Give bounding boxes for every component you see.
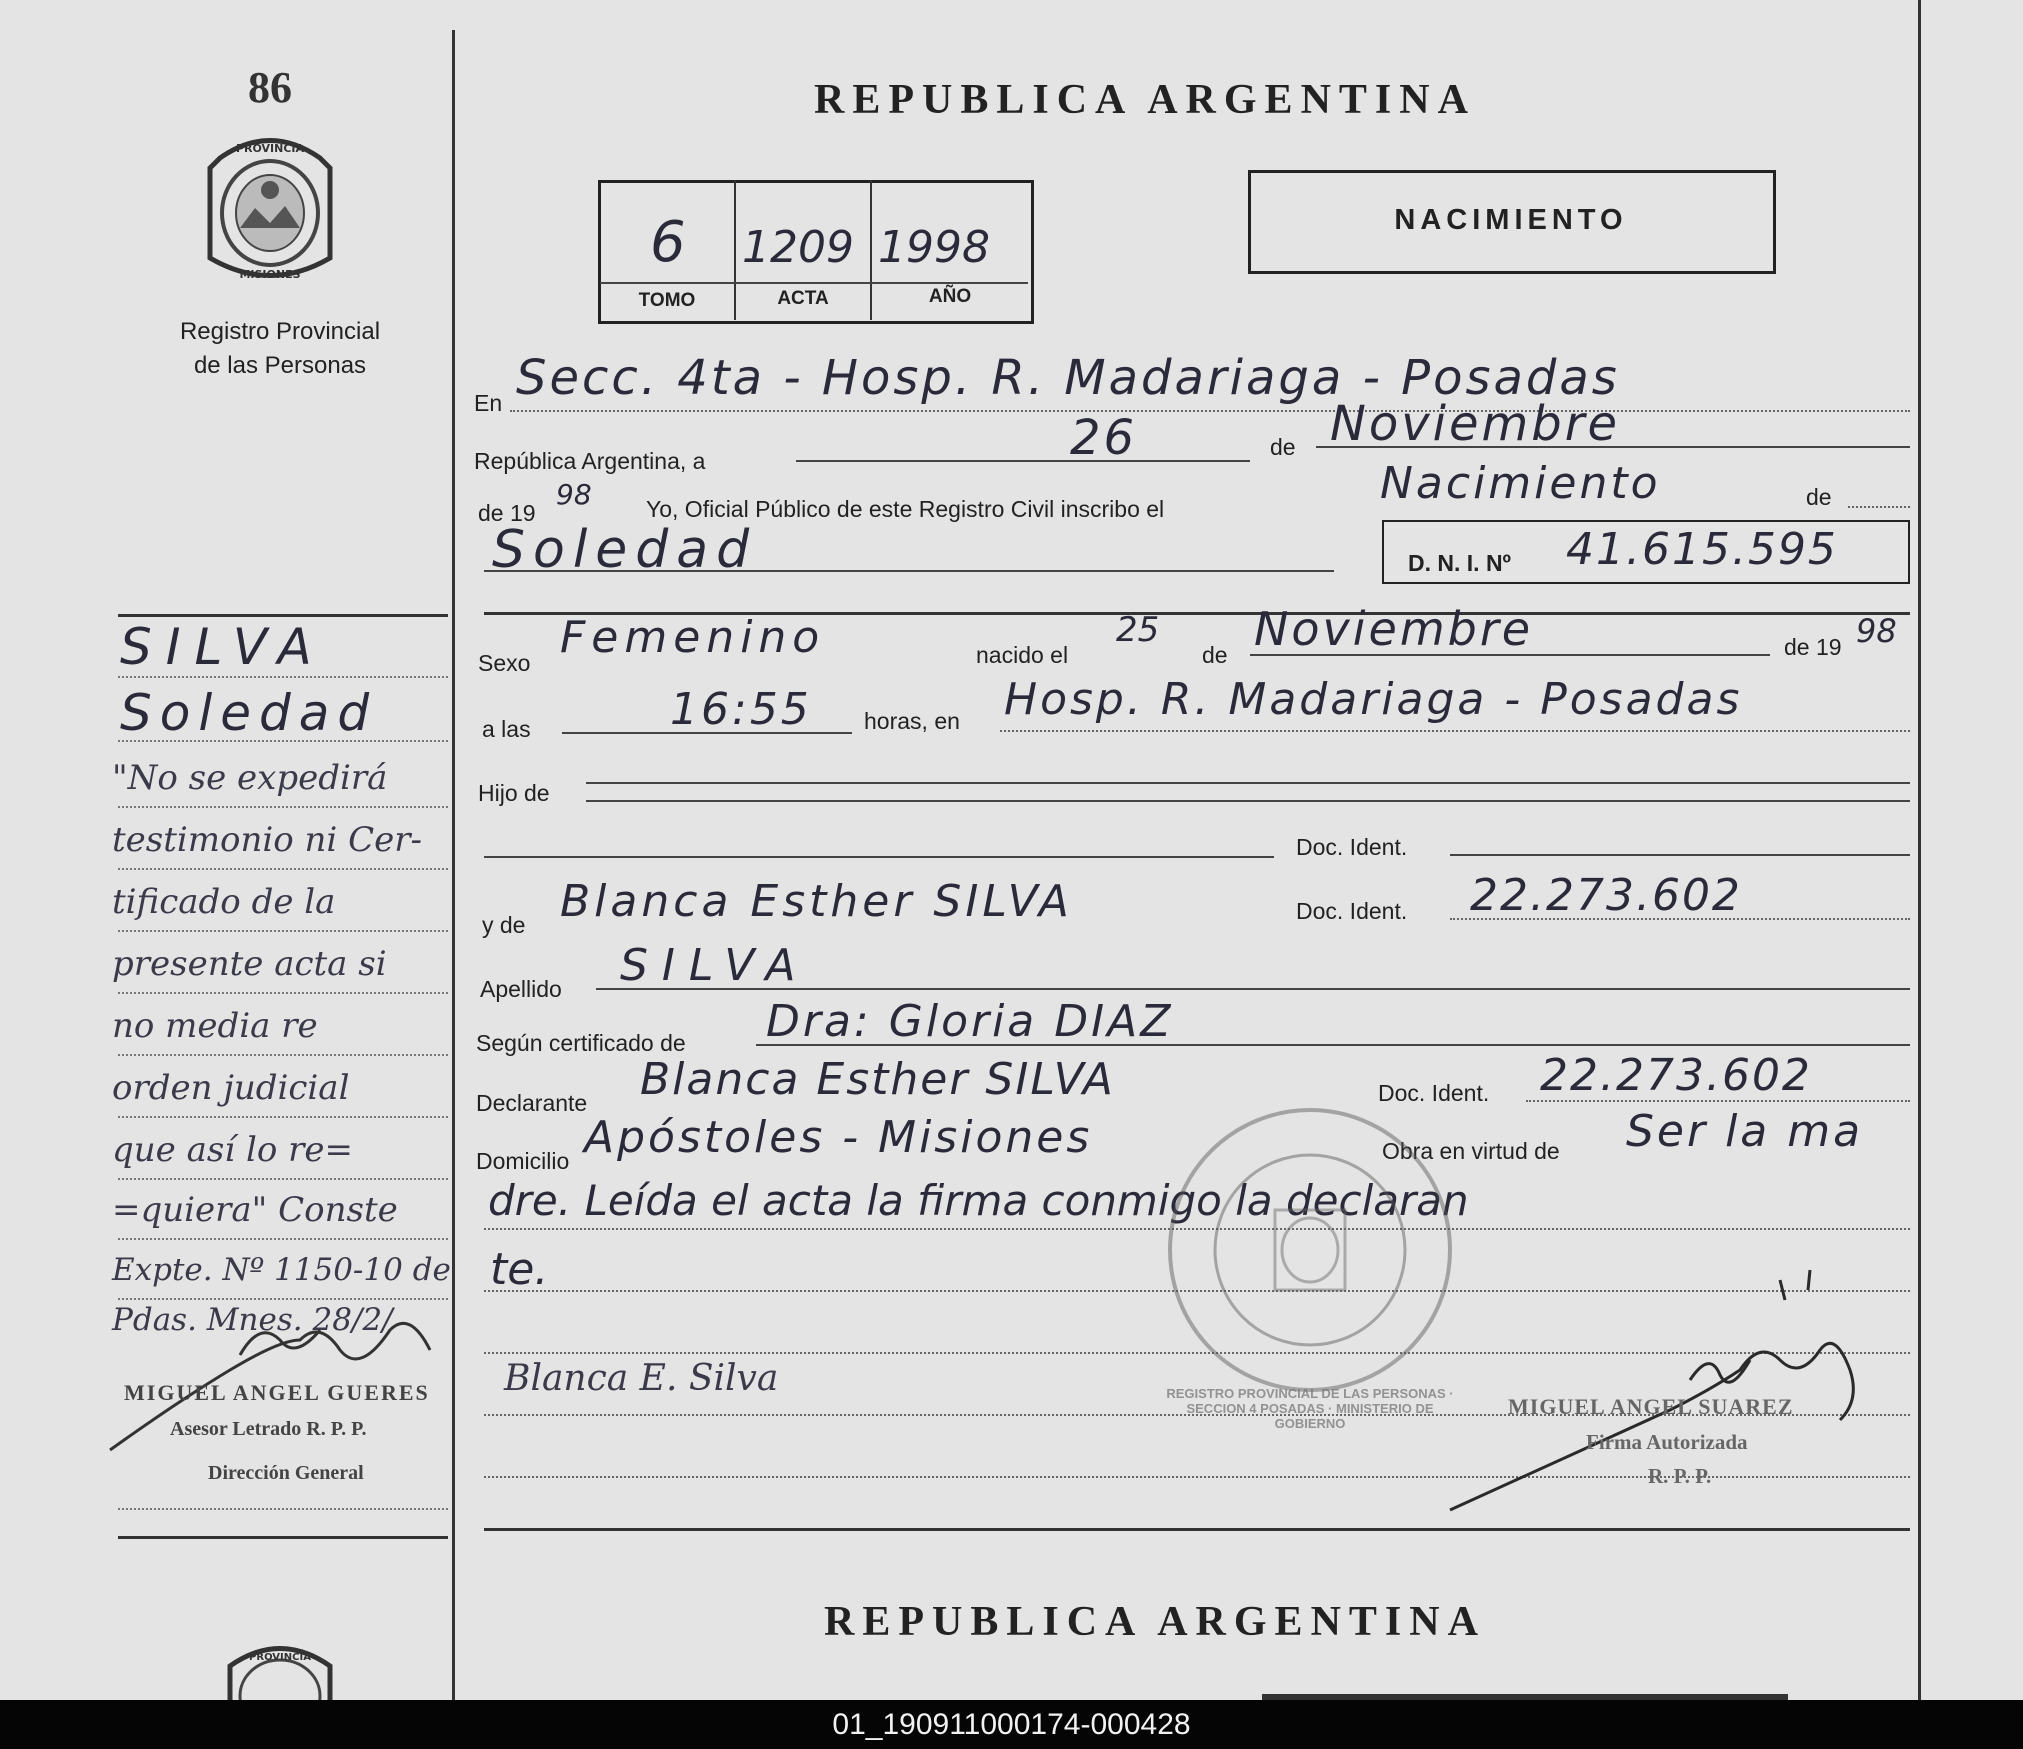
act-value: Nacimiento: [1380, 458, 1661, 509]
name-value: Soledad: [492, 520, 758, 580]
republica-label: República Argentina, a: [474, 448, 706, 474]
certificado-label: Según certificado de: [476, 1030, 686, 1056]
margin-note-line: Pdas. Mnes. 28/2/: [112, 1302, 393, 1338]
margin-official-name: MIGUEL ANGEL GUERES: [124, 1380, 430, 1405]
horas-label: horas, en: [864, 708, 960, 734]
declarante-value: Blanca Esther SILVA: [640, 1054, 1115, 1105]
obra-value: Ser la ma: [1626, 1106, 1864, 1157]
domicilio-label: Domicilio: [476, 1148, 570, 1174]
continuation-line1: dre. Leída el acta la firma conmigo la declaran: [488, 1176, 1469, 1225]
image-caption: 01_190911000174-000428: [0, 1700, 2023, 1749]
doc-ident-label: Doc. Ident.: [1378, 1080, 1490, 1106]
de-label: de: [1270, 434, 1296, 460]
apellido-label: Apellido: [480, 976, 562, 1002]
svg-text:MISIONES: MISIONES: [239, 268, 301, 281]
registry-name-line1: Registro Provincial: [179, 318, 381, 345]
birth-month: Noviembre: [1254, 602, 1534, 656]
mother-doc: 22.273.602: [1470, 870, 1742, 921]
domicilio-value: Apóstoles - Misiones: [584, 1112, 1093, 1163]
declarant-signature: Blanca E. Silva: [504, 1358, 779, 1399]
margin-official-dept: Dirección General: [208, 1462, 364, 1484]
margin-rule-top: [118, 614, 448, 617]
place-value: Hosp. R. Madariaga - Posadas: [1004, 674, 1743, 725]
header-country: REPUBLICA ARGENTINA: [814, 77, 1476, 123]
alas-label: a las: [482, 716, 531, 742]
right-border: [1918, 0, 1921, 1700]
oficial-text: Yo, Oficial Público de este Registro Civil inscribo el: [646, 496, 1165, 522]
declarante-label: Declarante: [476, 1090, 588, 1116]
day-value: 26: [1070, 410, 1138, 466]
continuation-line2: te.: [490, 1244, 549, 1295]
act-type-title: NACIMIENTO: [1394, 204, 1628, 236]
time-value: 16:55: [670, 684, 812, 735]
birth-year-suffix: 98: [1856, 612, 1897, 650]
apellido-value: SILVA: [620, 940, 810, 991]
birth-day: 25: [1116, 610, 1160, 650]
hijo-label: Hijo de: [478, 780, 550, 806]
de-label3: de: [1202, 642, 1228, 668]
certificado-value: Dra: Gloria DIAZ: [766, 996, 1174, 1047]
sexo-label: Sexo: [478, 650, 531, 676]
dni-label: D. N. I. Nº: [1408, 550, 1511, 576]
dni-value: 41.615.595: [1566, 524, 1838, 575]
record-tomo-label: TOMO: [638, 290, 696, 311]
province-seal-icon: [220, 1636, 340, 1700]
obra-label: Obra en virtud de: [1382, 1138, 1560, 1164]
margin-rule-bottom: [118, 1536, 448, 1539]
official2-title: Firma Autorizada: [1586, 1430, 1748, 1454]
record-acta-value: 1209: [742, 222, 854, 273]
registry-stamp-text: REGISTRO PROVINCIAL DE LAS PERSONAS · SECCION 4 POSADAS · MINISTERIO DE GOBIERNO: [1166, 1386, 1454, 1431]
sexo-value: Femenino: [560, 612, 826, 663]
record-ano-label: AÑO: [928, 286, 972, 307]
form-bottom-rule: [484, 1528, 1910, 1531]
en-value: Secc. 4ta - Hosp. R. Madariaga - Posadas: [516, 350, 1620, 406]
margin-note-line: que así lo re=: [112, 1130, 354, 1170]
page-number: 86: [248, 63, 292, 112]
doc-ident-label: Doc. Ident.: [1296, 834, 1408, 860]
official2-name: MIGUEL ANGEL SUAREZ: [1508, 1394, 1794, 1419]
yde-label: y de: [482, 912, 526, 938]
margin-note-line: =quiera" Conste: [112, 1190, 398, 1230]
margin-note-line: testimonio ni Cer-: [112, 820, 422, 860]
margin-official-title: Asesor Letrado R. P. P.: [170, 1418, 367, 1440]
registry-stamp-icon: [1160, 1100, 1460, 1400]
record-tomo-value: 6: [650, 210, 689, 275]
year-suffix: 98: [556, 478, 592, 511]
year-label-prefix: de 19: [478, 500, 536, 526]
record-acta-label: ACTA: [777, 288, 829, 309]
margin-note-line: "No se expedirá: [112, 758, 388, 798]
margin-note-line: Expte. Nº 1150-10 de: [112, 1252, 451, 1288]
svg-text:PROVINCIA: PROVINCIA: [249, 1652, 311, 1663]
registry-name-line2: de las Personas: [193, 352, 367, 379]
margin-note-line: no media re: [112, 1006, 318, 1046]
doc-ident-label: Doc. Ident.: [1296, 898, 1408, 924]
mother-value: Blanca Esther SILVA: [560, 876, 1073, 927]
margin-surname: SILVA: [120, 618, 326, 676]
declarante-doc: 22.273.602: [1540, 1050, 1812, 1101]
de-label2: de: [1806, 484, 1832, 510]
margin-note-line: tificado de la: [112, 882, 336, 922]
record-ano-value: 1998: [878, 222, 990, 273]
official2-dept: R. P. P.: [1648, 1464, 1712, 1488]
province-seal-icon: [200, 128, 340, 288]
nacido-label: nacido el: [976, 642, 1069, 668]
de19-label: de 19: [1784, 634, 1842, 660]
margin-note-line: presente acta si: [112, 944, 387, 984]
margin-note-line: orden judicial: [112, 1068, 350, 1108]
month-value: Noviembre: [1330, 396, 1621, 452]
footer-country: REPUBLICA ARGENTINA: [824, 1599, 1486, 1645]
svg-text:PROVINCIA: PROVINCIA: [235, 142, 305, 155]
en-label: En: [474, 390, 503, 416]
margin-given-name: Soledad: [120, 684, 378, 742]
